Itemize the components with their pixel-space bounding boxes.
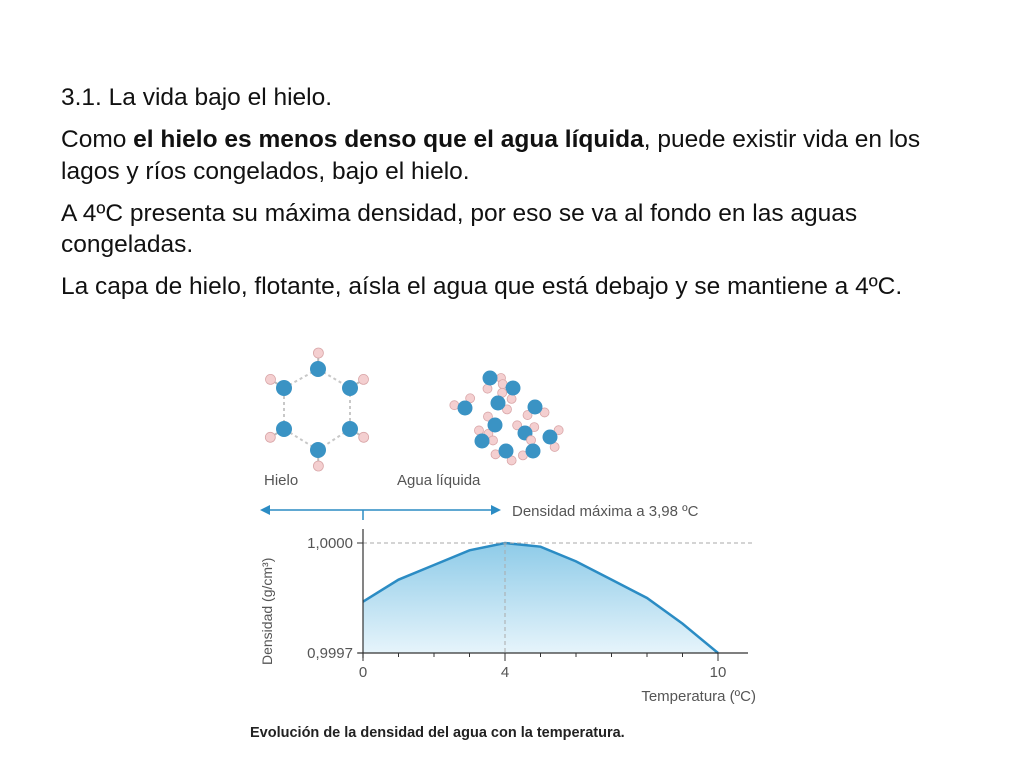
- hydrogen-atom: [313, 348, 323, 358]
- hydrogen-atom: [313, 461, 323, 471]
- density-chart: [259, 529, 756, 705]
- oxygen-atom: [276, 380, 292, 396]
- oxygen-atom: [506, 381, 521, 396]
- paragraph-ice-density: [61, 124, 961, 188]
- x-axis-label: Temperatura (ºC): [641, 688, 756, 705]
- density-figure-svg: [250, 345, 770, 750]
- oxygen-atom: [342, 380, 358, 396]
- oxygen-atom: [483, 371, 498, 386]
- y-tick-label: 0,9997: [307, 645, 353, 662]
- ice-molecule-illustration: [265, 348, 368, 471]
- oxygen-atom: [310, 442, 326, 458]
- slide-heading: 3.1. La vida bajo el hielo.: [61, 84, 333, 111]
- liquid-water-illustration: [450, 371, 563, 465]
- x-tick-label: 4: [500, 664, 510, 681]
- oxygen-atom: [543, 430, 558, 445]
- x-tick-label: 0: [358, 664, 368, 681]
- oxygen-atom: [488, 418, 503, 433]
- hydrogen-atom: [483, 384, 492, 393]
- y-axis-label: Densidad (g/cm³): [259, 557, 275, 665]
- figure-caption: Evolución de la densidad del agua con la temperatura.: [250, 725, 625, 741]
- hydrogen-atom: [265, 432, 275, 442]
- paragraph-max-density: A 4ºC presenta su máxima densidad, por eso se va al fondo en las aguas congeladas.: [61, 199, 858, 259]
- density-figure: [250, 345, 770, 755]
- oxygen-atom: [458, 401, 473, 416]
- max-density-label: Densidad máxima a 3,98 ºC: [512, 503, 699, 520]
- density-area: [363, 543, 718, 653]
- arrow-left-head: [260, 505, 270, 515]
- arrow-right-head: [491, 505, 501, 515]
- hydrogen-atom: [359, 432, 369, 442]
- oxygen-atom: [528, 400, 543, 415]
- p1-post: , puede existir vida en los lagos y ríos congelados, bajo el hielo.: [61, 125, 921, 185]
- p1-bold: el hielo es menos denso que el agua líquida: [133, 125, 644, 153]
- label-liquid-water: Agua líquida: [397, 472, 481, 489]
- oxygen-atom: [310, 361, 326, 377]
- label-ice: Hielo: [264, 472, 299, 489]
- oxygen-atom: [499, 444, 514, 459]
- oxygen-atom: [276, 421, 292, 437]
- hydrogen-atom: [488, 436, 497, 445]
- y-tick-label: 1,0000: [307, 535, 353, 552]
- oxygen-atom: [526, 444, 541, 459]
- slide-text: [61, 82, 961, 313]
- hydrogen-atom: [527, 436, 536, 445]
- oxygen-atom: [491, 396, 506, 411]
- hydrogen-atom: [507, 394, 516, 403]
- p1-pre: Como: [61, 125, 134, 153]
- oxygen-atom: [342, 421, 358, 437]
- paragraph-ice-layer: La capa de hielo, flotante, aísla el agua que está debajo y se mantiene a 4ºC.: [61, 273, 903, 301]
- hydrogen-atom: [358, 374, 368, 384]
- oxygen-atom: [475, 434, 490, 449]
- hydrogen-atom: [266, 374, 276, 384]
- x-tick-label: 10: [709, 664, 727, 681]
